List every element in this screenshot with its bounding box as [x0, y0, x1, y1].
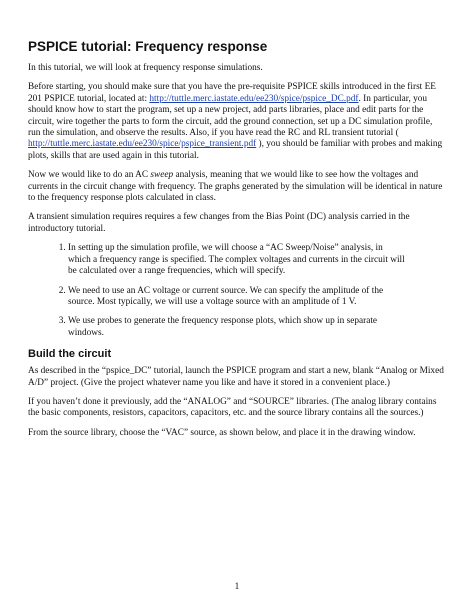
document-page	[28, 38, 446, 447]
build-paragraph-vac-source: From the source library, choose the “VAC” source, as shown below, and place it in the drawing window.	[28, 427, 416, 438]
page-number: 1	[234, 582, 240, 592]
list-item: 2. We need to use an AC voltage or current source. We can specify the amplitude of the source. Most typically, we will use a voltage source with an amplitude of 1 V.	[68, 286, 446, 309]
ac-sweep-paragraph	[28, 170, 446, 204]
pspice-transient-link[interactable]: http://tuttle.merc.iastate.edu/ee230/spice/pspice_transient.pdf	[28, 139, 257, 150]
ac-sweep-emphasis: sweep	[150, 170, 174, 181]
intro-paragraph: In this tutorial, we will look at frequency response simulations.	[28, 63, 263, 73]
build-circuit-heading: Build the circuit	[28, 348, 112, 361]
list-item: 1. In setting up the simulation profile, we will choose a “AC Sweep/Noise” analysis, in which a frequency range is specified. The complex voltages and currents in the circuit will be calculated over a range frequencies, which will specify.	[68, 243, 446, 277]
ac-sweep-text-1: Now we would like to do an AC	[28, 170, 151, 181]
ac-sweep-text-2: analysis, meaning that we would like to see how the voltages and currents in the circuit change with frequency. The graphs generated by the simulation will be identical in nature to the frequency response plots calculated in class.	[28, 170, 443, 204]
list-item: 3. We use probes to generate the frequency response plots, which show up in separate windows.	[68, 316, 446, 339]
prereq-text-3: ), you should be familiar with probes and making plots, skills that are used again in this tutorial.	[28, 139, 443, 161]
prereq-paragraph	[28, 82, 446, 162]
steps-list	[28, 243, 446, 339]
prereq-text-2: . In particular, you should know how to start the program, set up a new project, add parts libraries, place and edit parts for the circuit, wire together the parts to form the circuit, add the ground connection, set up a DC simulation profile, run the simulation, and observe the results. Also, if you have read the RC and RL transient tutorial (	[28, 93, 433, 139]
document-title: PSPICE tutorial: Frequency response	[28, 39, 268, 54]
transient-note-paragraph: A transient simulation requires requires a few changes from the Bias Point (DC) analysis carried in the introductory tutorial.	[28, 212, 410, 234]
pspice-dc-link[interactable]: http://tuttle.merc.iastate.edu/ee230/spice/pspice_DC.pdf	[149, 93, 359, 104]
build-paragraph-libraries: If you haven’t done it previously, add the “ANALOG” and “SOURCE” libraries. (The analog library contains the basic components, resistors, capacitors, capacitors, etc. and the source library contains all the sources.)	[28, 396, 437, 419]
prereq-text-1: Before starting, you should make sure that you have the pre-requisite PSPICE skills introduced in the first EE 201 PSPICE tutorial, located at:	[28, 82, 436, 104]
build-paragraph-launch: As described in the “pspice_DC” tutorial, launch the PSPICE program and start a new, blank “Analog or Mixed A/D” project. (Give the project whatever name you like and have it stored in a convenient place.)	[28, 366, 444, 388]
